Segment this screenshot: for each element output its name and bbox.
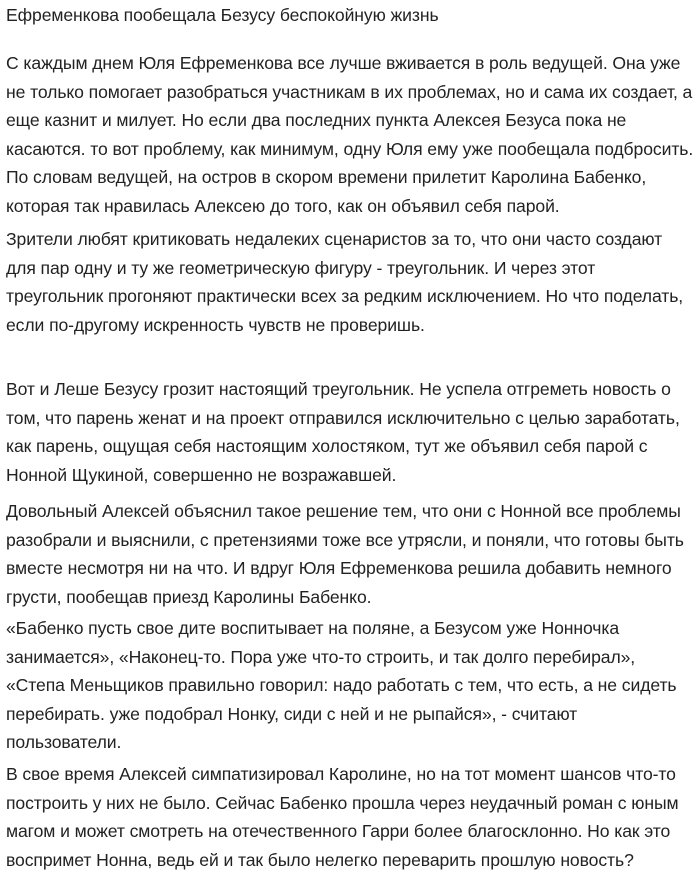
article [6, 0, 696, 870]
article-title: Ефременкова пообещала Безусу беспокойную жизнь [6, 5, 439, 25]
article-paragraph-4: Довольный Алексей объяснил такое решение тем, что они с Нонной все проблемы разобрали и выяснили, с претензиями тоже все утрясли, и поняли, что готовы быть вместе несмотря ни на что. И вдруг Юля Ефременкова решила добавить немного грусти, пообещав приезд Каролины Бабенко. [6, 501, 684, 607]
article-paragraph-6: В свое время Алексей симпатизировал Каролине, но на тот момент шансов что-то построить у них не было. Сейчас Бабенко прошла через неудачный роман с юным магом и может смотреть на отечественного Гарри более благосклонно. Но как это воспримет Нонна, ведь ей и так было нелегко переварить прошлую новость? [6, 764, 679, 870]
article-paragraph-3: Вот и Леше Безусу грозит настоящий треугольник. Не успела отгреметь новость о том, что парень женат и на проект отправился исключительно с целью заработать, как парень, ощущая себя настоящим холостяком, тут же объявил себя парой с Нонной Щукиной, совершенно не возражавшей. [6, 379, 680, 485]
article-paragraph-5: «Бабенко пусть свое дите воспитывает на поляне, а Безусом уже Нонночка занимается», «Наконец-то. Пора уже что-то строить, и так долго перебирал», «Степа Меньщиков правильно говорил: надо работать с тем, что есть, а не сидеть перебирать. уже подобрал Нонку, сиди с ней и не рыпайся», - считают пользователи. [6, 618, 677, 752]
article-paragraph-2: Зрители любят критиковать недалеких сценаристов за то, что они часто создают для пар одну и ту же геометрическую фигуру - треугольник. И через этот треугольник прогоняют практически всех за редким исключением. Но что поделать, если по-другому искренность чувств не проверишь. [6, 229, 684, 335]
article-paragraph-1: С каждым днем Юля Ефременкова все лучше вживается в роль ведущей. Она уже не только помогает разобраться участникам в их проблемах, но и сама их создает, а еще казнит и милует. Но если два последних пункта Алексея Безуса пока не касаются. то вот проблему, как минимум, одну Юля ему уже пообещала подбросить. По словам ведущей, на остров в скором времени прилетит Каролина Бабенко, которая так нравилась Алексею до того, как он объявил себя парой. [6, 53, 694, 216]
